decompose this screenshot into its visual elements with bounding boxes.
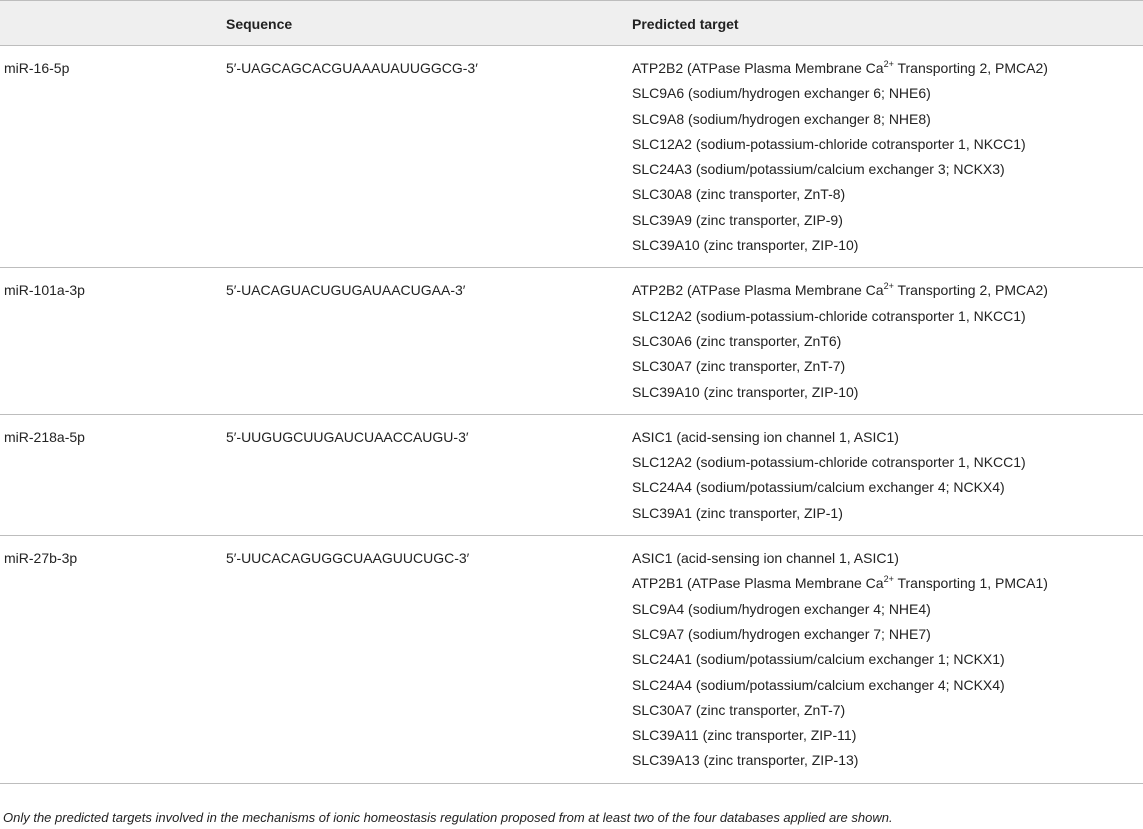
header-mirna: [0, 1, 226, 46]
table-row: [0, 268, 1143, 414]
target-text: SLC39A10 (zinc transporter, ZIP-10): [632, 383, 859, 400]
predicted-target: [632, 304, 1143, 329]
target-text: SLC39A1 (zinc transporter, ZIP-1): [632, 504, 843, 521]
predicted-target: [632, 450, 1143, 475]
predicted-target: [632, 673, 1143, 698]
target-text: SLC30A7 (zinc transporter, ZnT-7): [632, 358, 846, 375]
predicted-target: [632, 597, 1143, 622]
header-sequence: Sequence: [226, 15, 293, 32]
target-text: ATP2B2 (ATPase Plasma Membrane Ca: [632, 282, 884, 299]
target-text: SLC30A7 (zinc transporter, ZnT-7): [632, 701, 846, 718]
table-body: [0, 46, 1143, 784]
predicted-target-list: [632, 536, 1143, 784]
predicted-target: [632, 329, 1143, 354]
table-row: [0, 536, 1143, 784]
predicted-target: [632, 647, 1143, 672]
predicted-target: [632, 56, 1143, 81]
predicted-target: [632, 425, 1143, 450]
table-row: [0, 414, 1143, 535]
predicted-target: [632, 182, 1143, 207]
predicted-target-list: [632, 414, 1143, 535]
predicted-target: [632, 748, 1143, 773]
target-text: ASIC1 (acid-sensing ion channel 1, ASIC1): [632, 428, 899, 445]
predicted-target: [632, 698, 1143, 723]
target-text: SLC39A9 (zinc transporter, ZIP-9): [632, 211, 843, 228]
target-text: SLC39A13 (zinc transporter, ZIP-13): [632, 752, 859, 769]
predicted-target: [632, 723, 1143, 748]
ion-charge-superscript: 2+: [883, 281, 894, 292]
predicted-target: [632, 233, 1143, 258]
table-header-row: [0, 1, 1143, 46]
predicted-target: [632, 501, 1143, 526]
mirna-sequence: 5′-UACAGUACUGUGAUAACUGAA-3′: [226, 282, 466, 299]
target-text: ATP2B1 (ATPase Plasma Membrane Ca: [632, 575, 884, 592]
target-text: SLC24A1 (sodium/potassium/calcium exchanger 1; NCKX1): [632, 651, 1005, 668]
predicted-target: [632, 475, 1143, 500]
target-text: SLC24A4 (sodium/potassium/calcium exchanger 4; NCKX4): [632, 676, 1005, 693]
predicted-target: [632, 380, 1143, 405]
target-text: SLC9A6 (sodium/hydrogen exchanger 6; NHE6): [632, 85, 931, 102]
mirna-name: miR-218a-5p: [4, 428, 85, 445]
target-text: SLC24A3 (sodium/potassium/calcium exchanger 3; NCKX3): [632, 161, 1005, 178]
predicted-target: [632, 622, 1143, 647]
predicted-target-list: [632, 46, 1143, 268]
target-text: SLC9A4 (sodium/hydrogen exchanger 4; NHE4): [632, 600, 931, 617]
target-text: ATP2B2 (ATPase Plasma Membrane Ca: [632, 60, 884, 76]
predicted-target: [632, 546, 1143, 571]
mirna-name: miR-101a-3p: [4, 282, 85, 299]
mirna-sequence: 5′-UUCACAGUGGCUAAGUUCUGC-3′: [226, 550, 470, 567]
mirna-name: miR-16-5p: [4, 60, 70, 76]
ion-charge-superscript: 2+: [883, 574, 894, 585]
target-text-continued: Transporting 2, PMCA2): [893, 282, 1048, 299]
ion-charge-superscript: 2+: [883, 59, 894, 69]
target-text: SLC12A2 (sodium-potassium-chloride cotransporter 1, NKCC1): [632, 454, 1026, 471]
target-text: SLC12A2 (sodium-potassium-chloride cotransporter 1, NKCC1): [632, 307, 1026, 324]
mirna-name: miR-27b-3p: [4, 550, 78, 567]
target-text: SLC30A8 (zinc transporter, ZnT-8): [632, 186, 846, 203]
target-text: SLC12A2 (sodium-potassium-chloride cotransporter 1, NKCC1): [632, 135, 1026, 152]
predicted-target: [632, 81, 1143, 106]
header-predicted-target: Predicted target: [632, 15, 739, 32]
predicted-target: [632, 157, 1143, 182]
target-text: SLC39A10 (zinc transporter, ZIP-10): [632, 237, 859, 254]
target-text: SLC9A7 (sodium/hydrogen exchanger 7; NHE7): [632, 625, 931, 642]
table-row: [0, 46, 1143, 268]
predicted-target: [632, 107, 1143, 132]
predicted-target: [632, 278, 1143, 303]
predicted-target: [632, 354, 1143, 379]
predicted-target-list: [632, 268, 1143, 414]
mirna-sequence: 5′-UAGCAGCACGUAAAUAUUGGCG-3′: [226, 60, 478, 76]
target-text-continued: Transporting 2, PMCA2): [893, 60, 1048, 76]
target-text: SLC39A11 (zinc transporter, ZIP-11): [632, 727, 857, 744]
mirna-sequence: 5′-UUGUGCUUGAUCUAACCAUGU-3′: [226, 428, 469, 445]
target-text: SLC30A6 (zinc transporter, ZnT6): [632, 332, 842, 349]
target-text: ASIC1 (acid-sensing ion channel 1, ASIC1): [632, 550, 899, 567]
target-text: SLC9A8 (sodium/hydrogen exchanger 8; NHE8): [632, 110, 931, 127]
target-text-continued: Transporting 1, PMCA1): [893, 575, 1048, 592]
predicted-target: [632, 132, 1143, 157]
predicted-target: [632, 571, 1143, 596]
target-text: SLC24A4 (sodium/potassium/calcium exchanger 4; NCKX4): [632, 479, 1005, 496]
table-footnote: Only the predicted targets involved in the mechanisms of ionic homeostasis regulation proposed from at least two of the four databases applied are shown.: [3, 810, 893, 825]
predicted-target: [632, 208, 1143, 233]
